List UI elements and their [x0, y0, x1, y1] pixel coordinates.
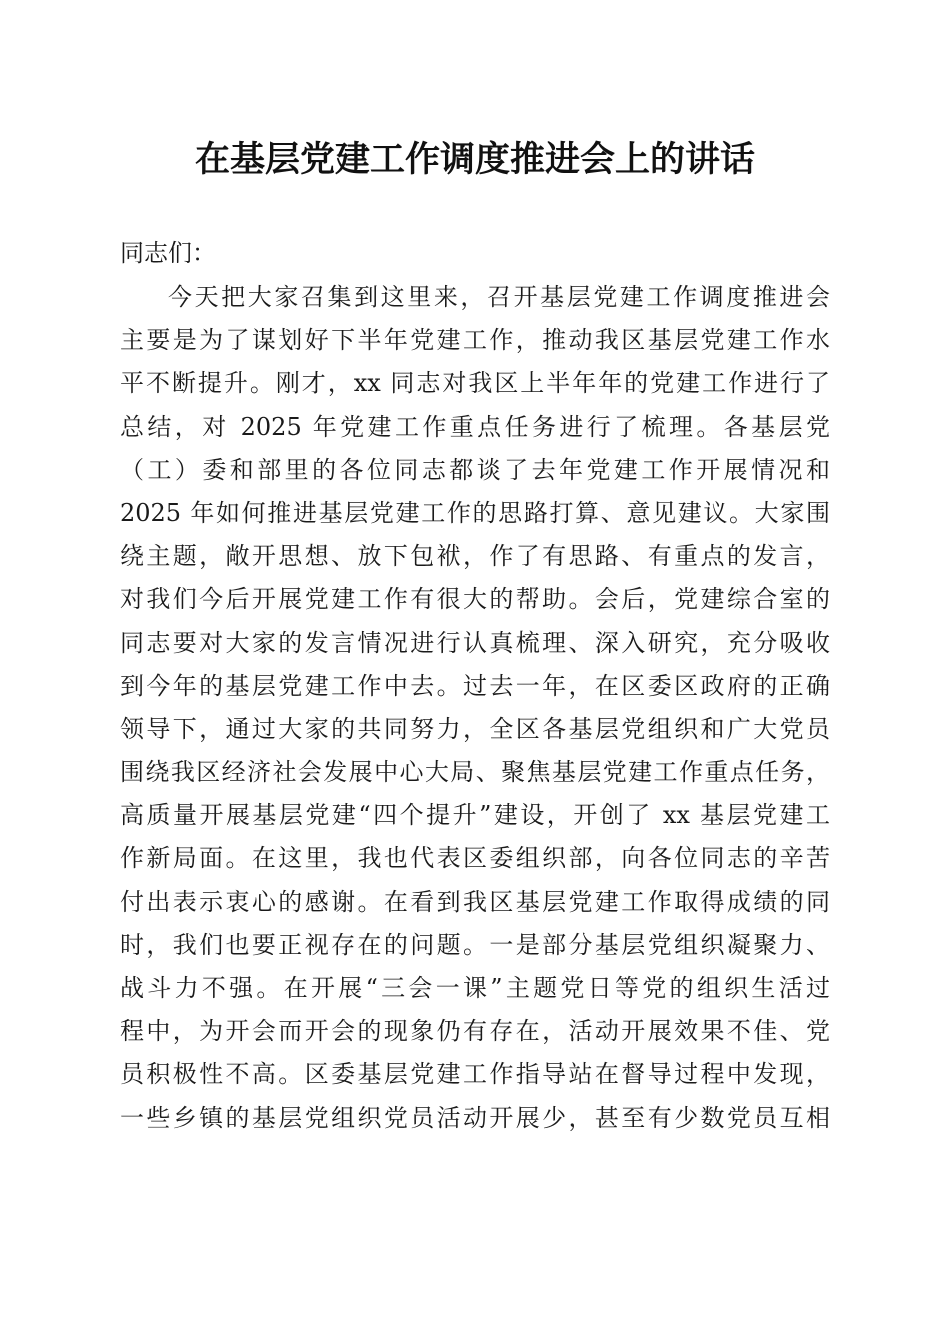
- body-line: 一些乡镇的基层党组织党员活动开展少，甚至有少数党员互相: [120, 1103, 830, 1132]
- body-line: 高质量开展基层党建“四个提升”建设，开创了 xx 基层党建工: [120, 801, 830, 830]
- body-line: （工）委和部里的各位同志都谈了去年党建工作开展情况和: [120, 455, 830, 484]
- body-line: 战斗力不强。在开展“三会一课”主题党日等党的组织生活过: [120, 974, 830, 1002]
- body-line: 围绕我区经济社会发展中心大局、聚焦基层党建工作重点任务，: [120, 758, 830, 787]
- body-line: 时，我们也要正视存在的问题。一是部分基层党组织凝聚力、: [120, 930, 830, 959]
- body-line: 领导下，通过大家的共同努力，全区各基层党组织和广大党员: [120, 714, 830, 743]
- body-line: 程中，为开会而开会的现象仍有存在，活动开展效果不佳、党: [120, 1017, 830, 1046]
- body-line: 主要是为了谋划好下半年党建工作，推动我区基层党建工作水: [120, 326, 830, 355]
- body-line: 对我们今后开展党建工作有很大的帮助。会后，党建综合室的: [120, 585, 830, 614]
- body-line: 总结，对 2025 年党建工作重点任务进行了梳理。各基层党: [120, 412, 830, 441]
- salutation: 同志们：: [120, 239, 216, 267]
- body-line: 2025 年如何推进基层党建工作的思路打算、意见建议。大家围: [120, 498, 830, 527]
- body-line: 员积极性不高。区委基层党建工作指导站在督导过程中发现，: [120, 1060, 830, 1089]
- body-line: 到今年的基层党建工作中去。过去一年，在区委区政府的正确: [120, 671, 830, 700]
- body-line: 作新局面。在这里，我也代表区委组织部，向各位同志的辛苦: [120, 844, 830, 873]
- body-line: 平不断提升。刚才，xx 同志对我区上半年年的党建工作进行了: [120, 369, 830, 398]
- body-line: 绕主题，敞开思想、放下包袱，作了有思路、有重点的发言，: [120, 542, 830, 571]
- speech-body: [120, 276, 830, 1140]
- body-line: 今天把大家召集到这里来，召开基层党建工作调度推进会: [168, 283, 830, 311]
- body-line: 付出表示衷心的感谢。在看到我区基层党建工作取得成绩的同: [120, 887, 830, 916]
- document-title: 在基层党建工作调度推进会上的讲话: [194, 139, 755, 180]
- body-line: 同志要对大家的发言情况进行认真梳理、深入研究，充分吸收: [120, 628, 830, 657]
